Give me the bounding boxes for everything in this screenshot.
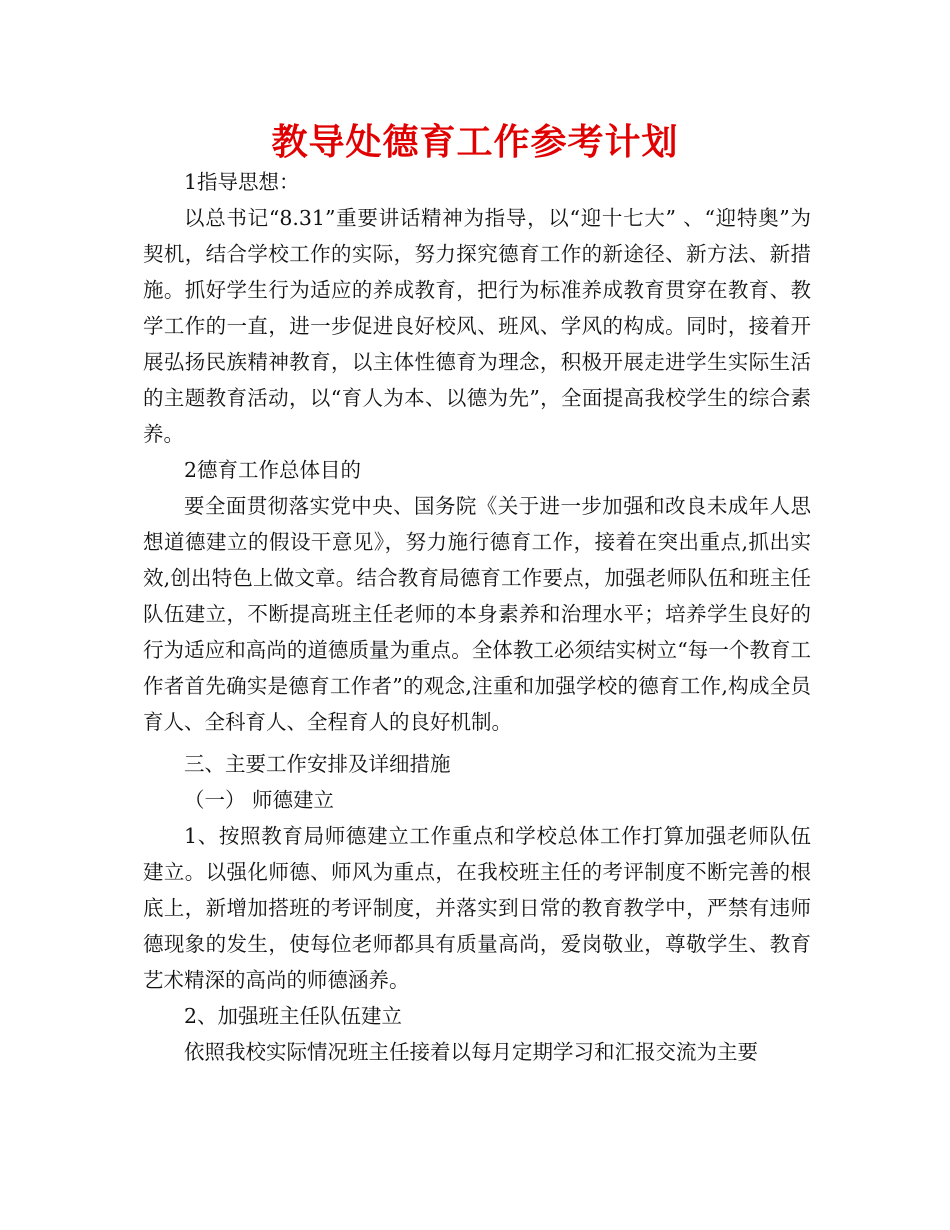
- subsection-heading-teacher-ethics: （一） 师德建立: [184, 788, 335, 812]
- section-heading-main-work: 三、主要工作安排及详细措施: [184, 752, 451, 776]
- paragraph-overall-goal: 要全面贯彻落实党中央、国务院《关于进一步加强和改良未成年人思想道德建立的假设干意见》，努力施行德育工作，接着在突出重点,抓出实效,创出特色上做文章。结合教育局德育工作要点，加强老师队伍和班主任队伍建立，不断提高班主任老师的本身素养和治理水平；培养学生良好的行为适应和高尚的道德质量为重点。全体教工必须结实树立“每一个教育工作者首先确实是德育工作者”的观念,注重和加强学校的德育工作,构成全员育人、全科育人、全程育人的良好机制。: [143, 494, 811, 734]
- paragraph-class-teachers: 依照我校实际情况班主任接着以每月定期学习和汇报交流为主要: [184, 1040, 758, 1064]
- paragraph-guiding-thought: 以总书记“8.31”重要讲话精神为指导，以“迎十七大” 、“迎特奥”为契机，结合学校工作的实际，努力探究德育工作的新途径、新方法、新措施。抓好学生行为适应的养成教育，把行为标准养成教育贯穿在教育、教学工作的一直，进一步促进良好校风、班风、学风的构成。同时，接着开展弘扬民族精神教育，以主体性德育为理念，积极开展走进学生实际生活的主题教育活动，以“育人为本、以德为先”，全面提高我校学生的综合素养。: [143, 206, 811, 446]
- document-body: [143, 164, 811, 1070]
- paragraph-teacher-ethics: 1、按照教育局师德建立工作重点和学校总体工作打算加强老师队伍建立。以强化师德、师风为重点，在我校班主任的考评制度不断完善的根底上，新增加搭班的考评制度，并落实到日常的教育教学中，严禁有违师德现象的发生，使每位老师都具有质量高尚，爱岗敬业，尊敬学生、教育艺术精深的高尚的师德涵养。: [143, 824, 811, 992]
- section-heading-guiding-thought: 1指导思想：: [184, 170, 300, 194]
- document-title: 教导处德育工作参考计划: [271, 122, 679, 163]
- section-heading-overall-goal: 2德育工作总体目的: [184, 458, 362, 482]
- subsection-heading-class-teachers: 2、加强班主任队伍建立: [184, 1004, 403, 1028]
